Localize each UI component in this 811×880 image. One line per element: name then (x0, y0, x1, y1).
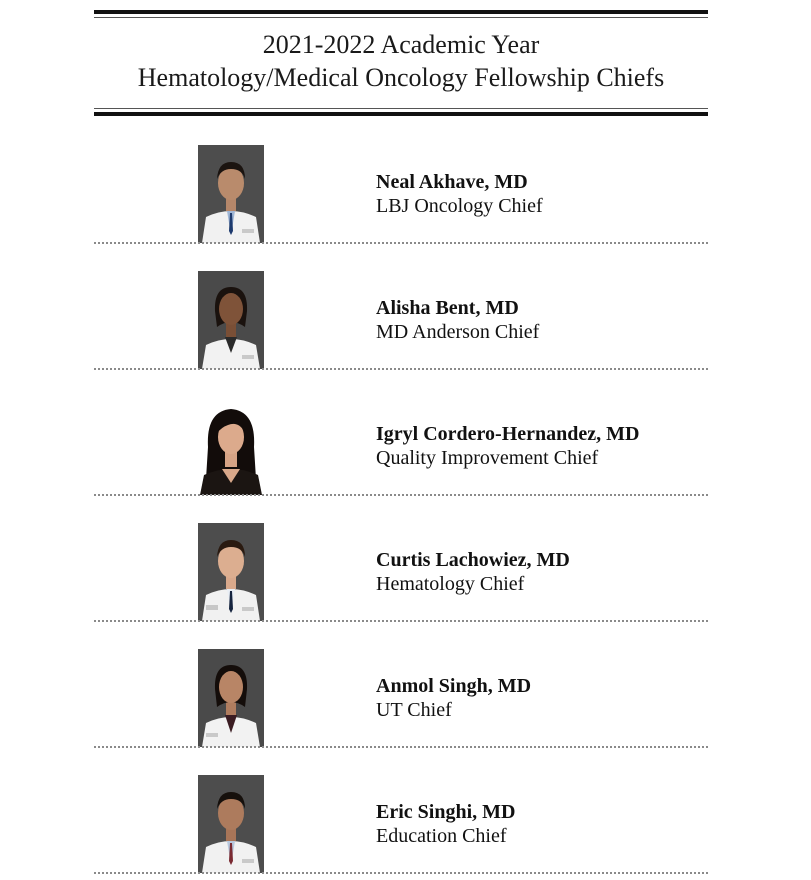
chief-info (376, 170, 543, 218)
chief-row (94, 370, 708, 496)
chief-name: Neal Akhave, MD (376, 171, 528, 193)
chief-row (94, 496, 708, 622)
chief-row (94, 118, 708, 244)
title-line-year: 2021-2022 Academic Year (262, 30, 540, 59)
page-title (94, 28, 708, 94)
header-top-rule-thin (94, 17, 708, 18)
chief-info (376, 548, 570, 596)
row-divider (94, 871, 708, 874)
portrait-photo-lachowiez (198, 523, 264, 621)
chief-role: MD Anderson Chief (376, 321, 540, 343)
chief-info (376, 800, 515, 848)
portrait-man-icon (198, 775, 264, 873)
chief-info (376, 674, 531, 722)
portrait-photo-singhi (198, 775, 264, 873)
portrait-photo-bent (198, 271, 264, 369)
chief-role: UT Chief (376, 699, 452, 721)
chief-name: Alisha Bent, MD (376, 297, 519, 319)
chief-row (94, 244, 708, 370)
chief-row (94, 622, 708, 748)
chief-role: Education Chief (376, 825, 507, 847)
chief-name: Igryl Cordero-Hernandez, MD (376, 423, 640, 445)
portrait-photo-akhave (198, 145, 264, 243)
header-bottom-rule (94, 112, 708, 116)
chief-name: Anmol Singh, MD (376, 675, 532, 697)
chief-role: Quality Improvement Chief (376, 447, 599, 469)
chief-role: LBJ Oncology Chief (376, 195, 543, 217)
portrait-woman-icon (198, 271, 264, 369)
chief-name: Curtis Lachowiez, MD (376, 549, 570, 571)
portrait-photo-cordero-hernandez (198, 397, 264, 495)
header-top-rule (94, 10, 708, 14)
chief-info (376, 296, 539, 344)
portrait-photo-singh (198, 649, 264, 747)
portrait-woman-icon (198, 649, 264, 747)
portrait-man-icon (198, 523, 264, 621)
chief-info (376, 422, 639, 470)
chief-row (94, 748, 708, 874)
portrait-man-icon (198, 145, 264, 243)
title-line-program: Hematology/Medical Oncology Fellowship Chiefs (137, 63, 665, 92)
chief-role: Hematology Chief (376, 573, 525, 595)
header-bottom-rule-thin (94, 108, 708, 109)
portrait-woman-icon (198, 397, 264, 495)
chief-name: Eric Singhi, MD (376, 801, 516, 823)
